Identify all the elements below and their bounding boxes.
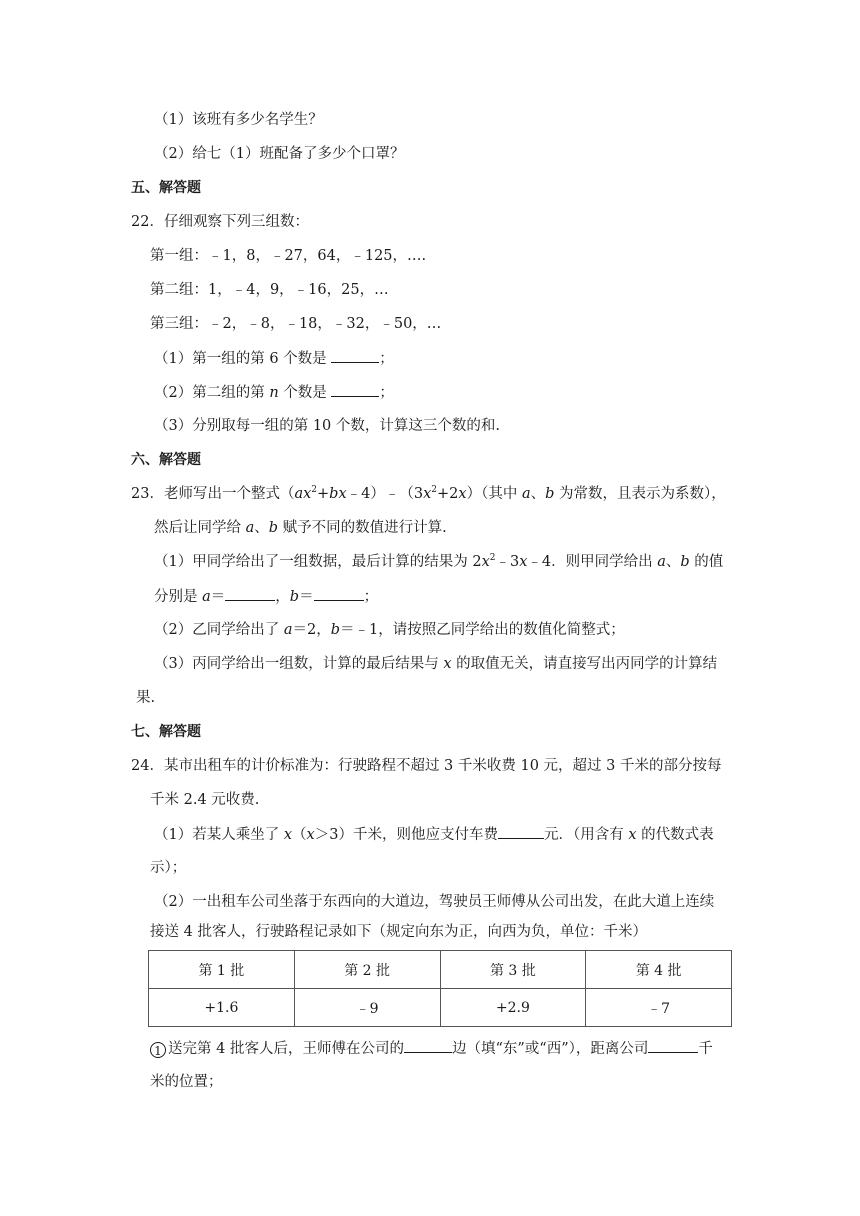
answer-blank-a[interactable] [225, 586, 275, 601]
answer-blank[interactable] [648, 1038, 698, 1053]
q23-sub3: （3）丙同学给出一组数，计算的最后结果与 x 的取值无关，请直接写出丙同学的计算结 [154, 656, 718, 672]
q24-circle1-line2: 米的位置； [150, 1074, 223, 1090]
q21-sub2: （2）给七（1）班配备了多少个口罩？ [154, 146, 405, 162]
q23-sub3-line2: 果. [136, 690, 156, 706]
table-cell: ﹣7 [586, 989, 732, 1027]
table-header-cell: 第 1 批 [149, 951, 295, 989]
q22-stem: 22．仔细观察下列三组数： [131, 214, 309, 230]
table-row [149, 989, 732, 1027]
section-heading-7: 七、解答题 [131, 724, 201, 740]
q22-sub3: （3）分别取每一组的第 10 个数，计算这三个数的和. [154, 418, 501, 434]
table-cell: +1.6 [149, 989, 295, 1027]
q22-group1: 第一组：﹣1，8，﹣27，64，﹣125，…. [150, 248, 427, 264]
table-header-cell: 第 2 批 [294, 951, 440, 989]
q24-circle1-line1: 1 送完第 4 批客人后，王师傅在公司的 边（填“东”或“西”），距离公司 千 [150, 1038, 713, 1059]
table-header-cell: 第 4 批 [586, 951, 732, 989]
answer-blank[interactable] [404, 1038, 452, 1053]
answer-blank[interactable] [331, 382, 379, 397]
answer-blank[interactable] [498, 824, 544, 839]
answer-blank[interactable] [331, 348, 379, 363]
q22-sub1: （1）第一组的第 6 个数是 ； [154, 348, 394, 369]
q23-sub1: （1）甲同学给出了一组数据，最后计算的结果为 $2x^2﹣3x﹣4$．则甲同学给出 a、b 的值 [154, 553, 724, 570]
q23-sub1-line2: 分别是 a＝ ，b＝ ； [154, 586, 378, 607]
q24-sub2-line1: （2）一出租车公司坐落于东西向的大道边，驾驶员王师傅从公司出发，在此大道上连续 [154, 894, 715, 910]
table-header-cell: 第 3 批 [440, 951, 586, 989]
q23-line1: 23．老师写出一个整式$(ax^2+bx﹣4)﹣(3x^2+2x)$（其中 a、b 为常数，且表示为系数）， [131, 485, 726, 502]
answer-blank-b[interactable] [314, 586, 364, 601]
circled-number-1: 1 [150, 1042, 166, 1058]
section-heading-6: 六、解答题 [131, 452, 201, 468]
q24-sub1-line2: 示）； [150, 860, 187, 876]
q24-line1: 24．某市出租车的计价标准为：行驶路程不超过 3 千米收费 10 元，超过 3 千米的部分按每 [131, 758, 722, 774]
table-header-row [149, 951, 732, 989]
table-cell: +2.9 [440, 989, 586, 1027]
mileage-table [148, 950, 732, 1027]
q22-group2: 第二组：1，﹣4，9，﹣16，25，… [150, 282, 389, 298]
q23-line2: 然后让同学给 a、b 赋予不同的数值进行计算. [154, 520, 447, 536]
q24-sub1: （1）若某人乘坐了 x（x＞3）千米，则他应支付车费 元．（用含有 x 的代数式表 [154, 824, 714, 845]
q24-sub2-line2: 接送 4 批客人，行驶路程记录如下（规定向东为正，向西为负，单位：千米） [150, 924, 647, 940]
section-heading-5: 五、解答题 [131, 180, 201, 196]
table-cell: ﹣9 [294, 989, 440, 1027]
q24-line2: 千米 2.4 元收费. [150, 792, 260, 808]
q23-sub2: （2）乙同学给出了 a＝2，b＝﹣1，请按照乙同学给出的数值化简整式； [154, 622, 625, 638]
q22-sub2: （2）第二组的第 n 个数是 ； [154, 382, 394, 403]
q22-group3: 第三组：﹣2，﹣8，﹣18，﹣32，﹣50，… [150, 316, 442, 332]
q21-sub1: （1）该班有多少名学生？ [154, 112, 323, 128]
